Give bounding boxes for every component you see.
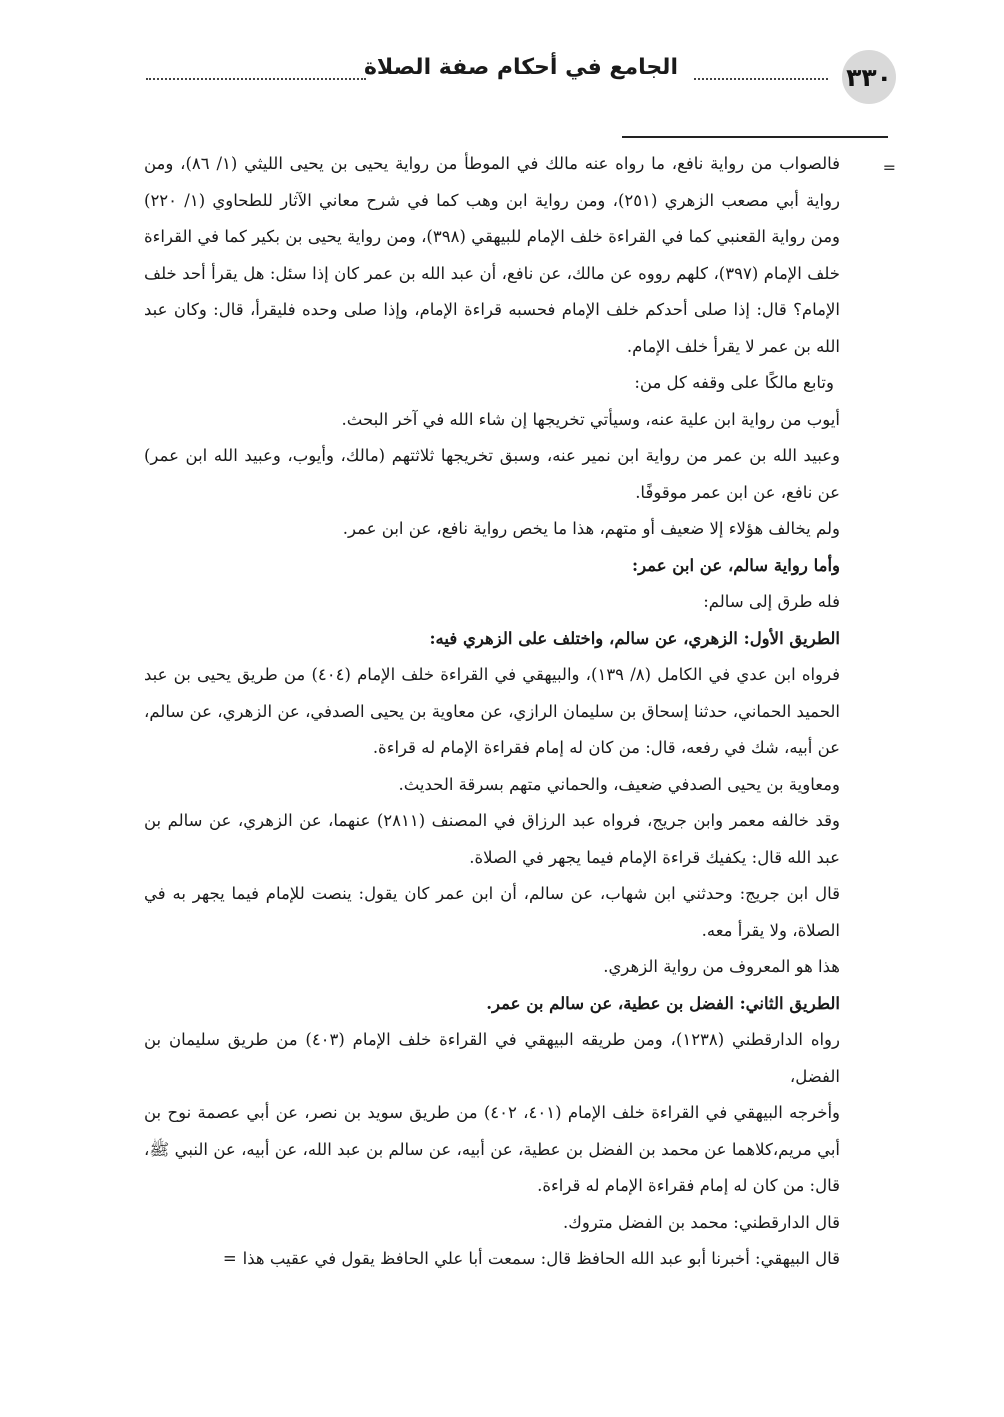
paragraph: رواه الدارقطني (١٢٣٨)، ومن طريقه البيهقي في القراءة خلف الإمام (٤٠٣) من طريق سليمان بن الفضل،: [144, 1030, 840, 1086]
paragraph: ومعاوية بن يحيى الصدفي ضعيف، والحماني متهم بسرقة الحديث.: [398, 774, 840, 794]
paragraph: فالصواب من رواية نافع، ما رواه عنه مالك في الموطأ من رواية يحيى بن يحيى الليثي (١/ ٨٦)، ومن رواية أبي مصعب الزهري (٢٥١)، ومن رواية ابن وهب كما في شرح معاني الآثار للطحاوي (١/ ٢٢٠) ومن رواية القعنبي كما في القراءة خلف الإمام للبيهقي (٣٩٨)، ومن رواية يحيى بن بكير كما في القراءة خلف الإمام (٣٩٧)، كلهم رووه عن مالك، عن نافع، أن عبد الله بن عمر كان إذا سئل: هل يقرأ أحد خلف الإمام؟ قال: إذا صلى أحدكم خلف الإمام فحسبه قراءة الإمام، وإذا صلى وحده فليقرأ، قال: وكان عبد الله بن عمر لا يقرأ خلف الإمام.: [144, 154, 841, 356]
paragraph: [144, 1241, 840, 1278]
paragraph: وتابع مالكًا على وقفه كل من:: [634, 373, 834, 392]
page-number: ٣٣٠: [842, 50, 896, 104]
paragraph: أيوب من رواية ابن علية عنه، وسيأتي تخريجها إن شاء الله في آخر البحث.: [341, 409, 840, 429]
paragraph: وأخرجه البيهقي في القراءة خلف الإمام (٤٠١، ٤٠٢) من طريق سويد بن نصر، عن أبي عصمة نوح بن أبي مريم،كلاهما عن محمد بن الفضل بن عطية، عن أبيه، عن سالم بن عبد الله، عن أبيه، عن النبي ﷺ، قال: من كان له إمام فقراءة الإمام له قراءة.: [144, 1103, 840, 1195]
paragraph: ولم يخالف هؤلاء إلا ضعيف أو متهم، هذا ما يخص رواية نافع، عن ابن عمر.: [342, 519, 840, 538]
section-heading: وأما رواية سالم، عن ابن عمر:: [631, 555, 840, 575]
footnote-text: [144, 146, 840, 1278]
paragraph: فله طرق إلى سالم:: [703, 592, 840, 611]
paragraph: وعبيد الله بن عمر من رواية ابن نمير عنه، وسبق تخريجها ثلاثتهم (مالك، وأيوب، وعبيد الله ابن عمر) عن نافع، عن ابن عمر موقوفًا.: [144, 446, 840, 502]
paragraph: فرواه ابن عدي في الكامل (٨/ ١٣٩)، والبيهقي في القراءة خلف الإمام (٤٠٤) من طريق يحيى بن عبد الحميد الحماني، حدثنا إسحاق بن سليمان الرازي، عن معاوية بن يحيى الصدفي، عن الزهري، عن سالم، عن أبيه، شك في رفعه، قال: من كان له إمام فقراءة الإمام له قراءة.: [144, 665, 841, 757]
end-continuation-mark: =: [222, 1249, 237, 1268]
page-header: [140, 42, 892, 102]
last-paragraph-text: قال البيهقي: أخبرنا أبو عبد الله الحافظ قال: سمعت أبا علي الحافظ يقول في عقيب هذا: [242, 1249, 840, 1268]
paragraph: وقد خالفه معمر وابن جريج، فرواه عبد الرزاق في المصنف (٢٨١١) عنهما، عن الزهري، عن سالم بن عبد الله قال: يكفيك قراءة الإمام فيما يجهر في الصلاة.: [144, 811, 840, 867]
paragraph: قال ابن جريج: وحدثني ابن شهاب، عن سالم، أن ابن عمر كان يقول: ينصت للإمام فيما يجهر به في الصلاة، ولا يقرأ معه.: [144, 884, 840, 940]
header-divider-left: [146, 78, 366, 80]
book-title: الجامع في أحكام صفة الصلاة: [363, 55, 678, 80]
section-heading: الطريق الثاني: الفضل بن عطية، عن سالم بن عمر.: [486, 993, 840, 1013]
paragraph: هذا هو المعروف من رواية الزهري.: [603, 957, 840, 976]
paragraph: قال الدارقطني: محمد بن الفضل متروك.: [562, 1212, 840, 1232]
header-divider-right: [694, 78, 828, 80]
footnote-rule: [622, 136, 888, 138]
continuation-mark: =: [882, 158, 896, 177]
section-heading: الطريق الأول: الزهري، عن سالم، واختلف على الزهري فيه:: [429, 628, 840, 648]
